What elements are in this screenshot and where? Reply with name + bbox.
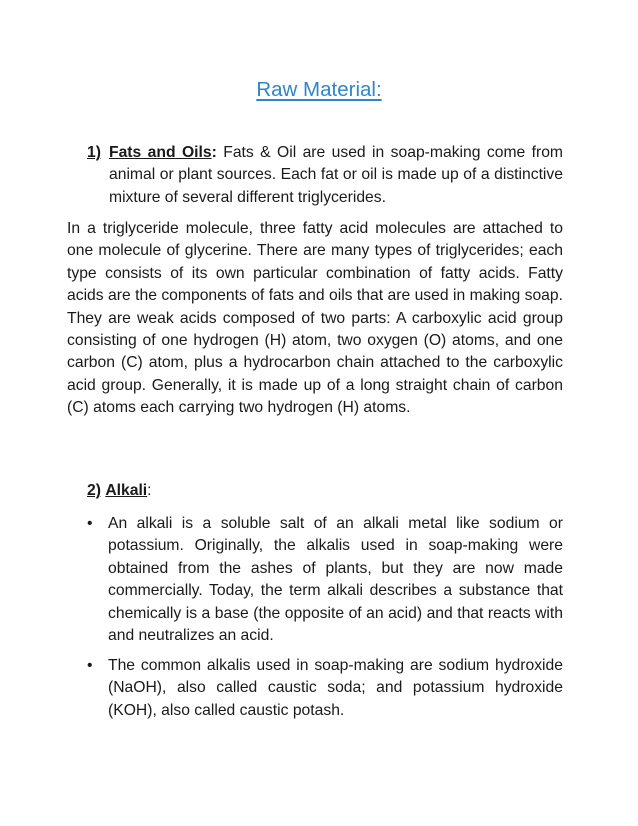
bullet-icon: • xyxy=(87,657,93,674)
bullet-item xyxy=(87,655,563,722)
section-heading-colon: : xyxy=(211,144,217,161)
section-heading-colon: : xyxy=(147,482,152,499)
section-number: 2) xyxy=(87,482,101,499)
bullet-icon: • xyxy=(87,515,93,532)
section-body xyxy=(109,142,563,209)
section-heading: Alkali xyxy=(105,482,148,499)
section-heading: Fats and Oils xyxy=(109,144,212,161)
page-title: Raw Material: xyxy=(256,78,382,101)
bullet-text: The common alkalis used in soap-making are sodium hydroxide (NaOH), also called caustic soda; and potassium hydroxide (KOH), also called caustic potash. xyxy=(108,657,563,719)
bullet-text: An alkali is a soluble salt of an alkali metal like sodium or potassium. Originally, the alkalis used in soap-making were obtained from the ashes of plants, but they are now made commercially. Today, the term alkali describes a substance that chemically is a base (the opposite of an acid) and that reacts with and neutralizes an acid. xyxy=(108,515,563,645)
section-text: Fats & Oil are used in soap-making come from animal or plant sources. Each fat or oil is made up of a distinctive mixture of several different triglycerides. xyxy=(109,144,564,206)
section-fats-and-oils xyxy=(87,142,563,209)
bullet-item xyxy=(87,513,563,647)
section-number: 1) xyxy=(87,144,101,161)
triglyceride-paragraph: In a triglyceride molecule, three fatty acid molecules are attached to one molecule of glycerine. There are many types of triglycerides; each type consists of its own particular combination of fatty acids. Fatty acids are the components of fats and oils that are used in making soap. They are weak acids composed of two parts: A carboxylic acid group consisting of one hydrogen (H) atom, two oxygen (O) atoms, and one carbon (C) atom, plus a hydrocarbon chain attached to the carboxylic acid group. Generally, it is made up of a long straight chain of carbon (C) atoms each carrying two hydrogen (H) atoms. xyxy=(67,220,563,417)
section-alkali-heading xyxy=(87,480,152,502)
